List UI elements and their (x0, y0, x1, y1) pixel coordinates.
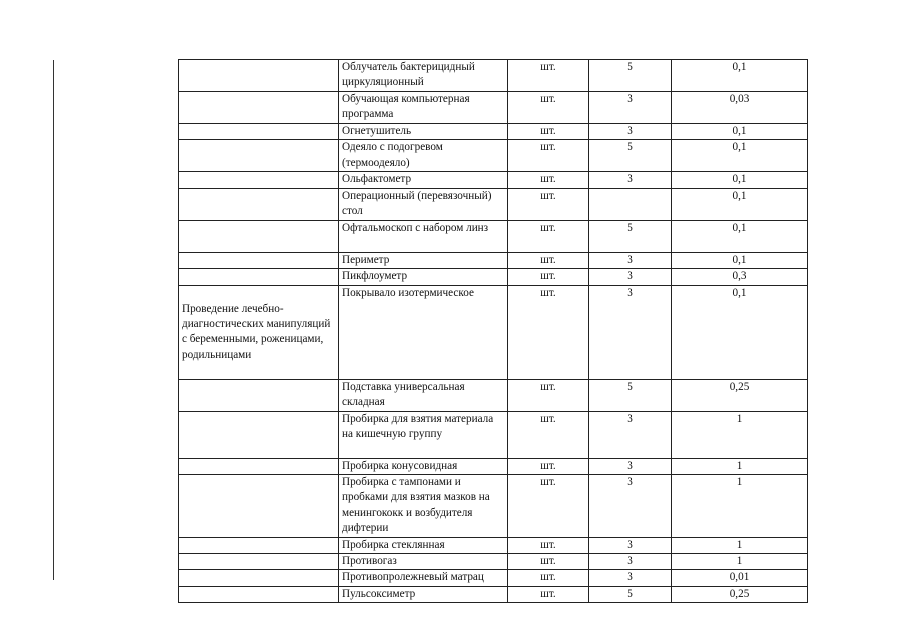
coefficient-cell: 0,1 (672, 124, 808, 140)
quantity-cell: 3 (589, 124, 672, 140)
quantity-cell: 3 (589, 172, 672, 188)
table-row (179, 124, 808, 140)
coefficient-cell: 0,1 (672, 172, 808, 188)
quantity-cell: 3 (589, 570, 672, 586)
coefficient-cell: 1 (672, 537, 808, 553)
quantity-cell: 5 (589, 220, 672, 252)
coefficient-cell: 0,03 (672, 92, 808, 124)
section-cell (179, 458, 339, 474)
quantity-cell (589, 188, 672, 220)
coefficient-cell: 1 (672, 458, 808, 474)
quantity-cell: 3 (589, 285, 672, 379)
table-row (179, 60, 808, 92)
quantity-cell: 3 (589, 458, 672, 474)
coefficient-cell: 1 (672, 475, 808, 538)
quantity-cell: 3 (589, 252, 672, 268)
item-name-cell: Пробирка конусовидная (339, 458, 508, 474)
unit-cell: шт. (508, 285, 589, 379)
item-name-cell: Обучающая компьютерная программа (339, 92, 508, 124)
quantity-cell: 3 (589, 475, 672, 538)
unit-cell: шт. (508, 172, 589, 188)
table-row (179, 475, 808, 538)
unit-cell: шт. (508, 269, 589, 285)
unit-cell: шт. (508, 252, 589, 268)
unit-cell: шт. (508, 475, 589, 538)
table-row (179, 172, 808, 188)
item-name-cell: Одеяло с подогревом (термоодеяло) (339, 140, 508, 172)
item-name-cell: Периметр (339, 252, 508, 268)
table-row (179, 220, 808, 252)
unit-cell: шт. (508, 124, 589, 140)
quantity-cell: 5 (589, 140, 672, 172)
equipment-table-body (179, 60, 808, 603)
coefficient-cell: 0,01 (672, 570, 808, 586)
page-margin-line (53, 60, 54, 580)
table-row (179, 188, 808, 220)
table-row (179, 537, 808, 553)
unit-cell: шт. (508, 554, 589, 570)
table-row (179, 379, 808, 411)
coefficient-cell: 1 (672, 554, 808, 570)
item-name-cell: Операционный (перевязочный) стол (339, 188, 508, 220)
section-cell (179, 188, 339, 220)
table-row (179, 411, 808, 458)
coefficient-cell: 0,25 (672, 379, 808, 411)
section-cell (179, 252, 339, 268)
unit-cell: шт. (508, 411, 589, 458)
quantity-cell: 3 (589, 537, 672, 553)
table-row (179, 140, 808, 172)
item-name-cell: Офтальмоскоп с набором линз (339, 220, 508, 252)
section-cell (179, 140, 339, 172)
table-row (179, 554, 808, 570)
item-name-cell: Облучатель бактерицидный циркуляционный (339, 60, 508, 92)
unit-cell: шт. (508, 458, 589, 474)
section-cell (179, 124, 339, 140)
item-name-cell: Пробирка с тампонами и пробками для взятия мазков на менингококк и возбудителя дифтерии (339, 475, 508, 538)
item-name-cell: Пробирка стеклянная (339, 537, 508, 553)
table-row (179, 269, 808, 285)
section-cell (179, 379, 339, 411)
section-cell (179, 411, 339, 458)
item-name-cell: Ольфактометр (339, 172, 508, 188)
coefficient-cell: 0,1 (672, 140, 808, 172)
section-cell (179, 554, 339, 570)
section-cell (179, 92, 339, 124)
item-name-cell: Пикфлоуметр (339, 269, 508, 285)
unit-cell: шт. (508, 92, 589, 124)
equipment-table (178, 59, 808, 603)
unit-cell: шт. (508, 220, 589, 252)
section-cell: Проведение лечебно-диагностических манипуляций с беременными, роженицами, родильницами (179, 285, 339, 379)
unit-cell: шт. (508, 188, 589, 220)
quantity-cell: 3 (589, 269, 672, 285)
table-row (179, 252, 808, 268)
item-name-cell: Пульсоксиметр (339, 586, 508, 602)
unit-cell: шт. (508, 379, 589, 411)
unit-cell: шт. (508, 140, 589, 172)
quantity-cell: 5 (589, 586, 672, 602)
table-row (179, 570, 808, 586)
section-cell (179, 537, 339, 553)
quantity-cell: 3 (589, 554, 672, 570)
table-row (179, 285, 808, 379)
coefficient-cell: 1 (672, 411, 808, 458)
coefficient-cell: 0,3 (672, 269, 808, 285)
item-name-cell: Подставка универсальная складная (339, 379, 508, 411)
table-row (179, 458, 808, 474)
table-row (179, 586, 808, 602)
unit-cell: шт. (508, 586, 589, 602)
quantity-cell: 5 (589, 60, 672, 92)
coefficient-cell: 0,1 (672, 285, 808, 379)
quantity-cell: 3 (589, 92, 672, 124)
coefficient-cell: 0,1 (672, 252, 808, 268)
unit-cell: шт. (508, 570, 589, 586)
table-row (179, 92, 808, 124)
section-cell (179, 220, 339, 252)
quantity-cell: 5 (589, 379, 672, 411)
item-name-cell: Противопролежневый матрац (339, 570, 508, 586)
item-name-cell: Огнетушитель (339, 124, 508, 140)
section-cell (179, 475, 339, 538)
section-cell (179, 269, 339, 285)
coefficient-cell: 0,25 (672, 586, 808, 602)
coefficient-cell: 0,1 (672, 60, 808, 92)
unit-cell: шт. (508, 60, 589, 92)
item-name-cell: Противогаз (339, 554, 508, 570)
section-cell (179, 586, 339, 602)
coefficient-cell: 0,1 (672, 188, 808, 220)
section-cell (179, 60, 339, 92)
item-name-cell: Покрывало изотермическое (339, 285, 508, 379)
coefficient-cell: 0,1 (672, 220, 808, 252)
unit-cell: шт. (508, 537, 589, 553)
section-cell (179, 172, 339, 188)
quantity-cell: 3 (589, 411, 672, 458)
item-name-cell: Пробирка для взятия материала на кишечную группу (339, 411, 508, 458)
section-cell (179, 570, 339, 586)
